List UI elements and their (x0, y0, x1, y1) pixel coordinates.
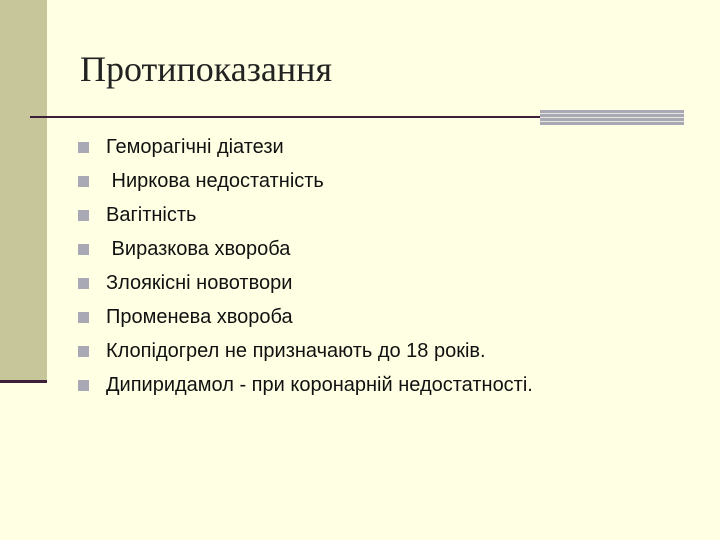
bullet-item (78, 266, 533, 300)
bullet-text: Виразкова хвороба (106, 237, 291, 260)
slide-title: Протипоказання (80, 49, 332, 89)
side-band-underline (0, 380, 47, 383)
bullet-text: Ниркова недостатність (106, 169, 324, 192)
square-bullet-icon (78, 380, 89, 391)
square-bullet-icon (78, 244, 89, 255)
bullet-item (78, 368, 533, 402)
square-bullet-icon (78, 312, 89, 323)
bullet-item (78, 232, 533, 266)
square-bullet-icon (78, 346, 89, 357)
square-bullet-icon (78, 176, 89, 187)
bullet-item (78, 130, 533, 164)
bullet-item (78, 164, 533, 198)
bullet-text: Вагітність (106, 203, 197, 226)
title-divider-accent (540, 110, 684, 125)
bullet-item (78, 198, 533, 232)
bullet-item (78, 334, 533, 368)
square-bullet-icon (78, 142, 89, 153)
square-bullet-icon (78, 210, 89, 221)
bullet-text: Дипиридамол - при коронарній недостатності. (106, 373, 533, 396)
side-band (0, 0, 47, 380)
bullet-text: Геморагічні діатези (106, 135, 284, 158)
bullet-text: Клопідогрел не призначають до 18 років. (106, 339, 486, 362)
title-divider (30, 116, 540, 118)
bullet-list (78, 130, 533, 402)
bullet-text: Променева хвороба (106, 305, 293, 328)
square-bullet-icon (78, 278, 89, 289)
bullet-text: Злоякісні новотвори (106, 271, 293, 294)
bullet-item (78, 300, 533, 334)
